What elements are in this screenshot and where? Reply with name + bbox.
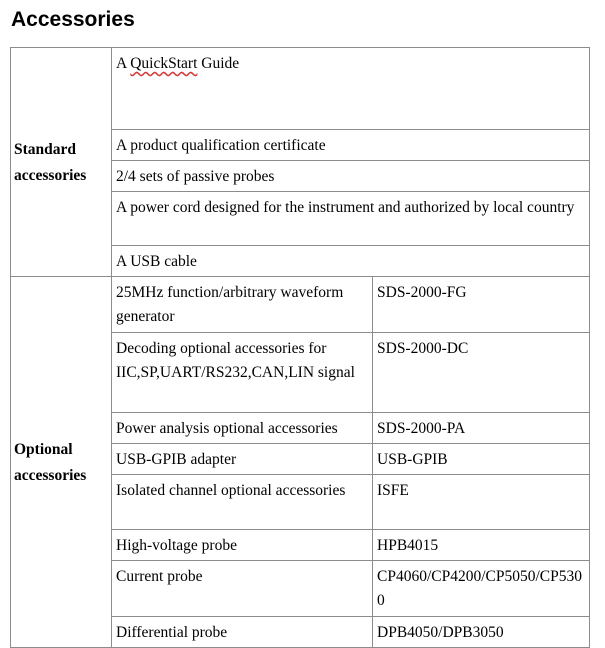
optional-item-model: HPB4015 <box>373 530 590 561</box>
standard-item: 2/4 sets of passive probes <box>112 161 590 192</box>
spellcheck-word: QuickStart <box>130 55 198 72</box>
optional-item-model: SDS-2000-FG <box>373 277 590 333</box>
category-label: accessories <box>14 467 87 484</box>
category-label: accessories <box>14 167 87 184</box>
table-row <box>11 48 590 130</box>
optional-item-model: USB-GPIB <box>373 444 590 475</box>
optional-item-name: Differential probe <box>112 617 373 648</box>
standard-accessories-category <box>11 48 112 277</box>
optional-item-name: USB-GPIB adapter <box>112 444 373 475</box>
optional-item-model: SDS-2000-PA <box>373 413 590 444</box>
optional-item-model: CP4060/CP4200/CP5050/CP5300 <box>373 561 590 617</box>
page-title: Accessories <box>11 8 135 31</box>
optional-accessories-category <box>11 277 112 648</box>
optional-item-name: Power analysis optional accessories <box>112 413 373 444</box>
category-label: Optional <box>14 441 73 458</box>
table-row <box>11 277 590 333</box>
optional-item-name: Decoding optional accessories for IIC,SP,UART/RS232,CAN,LIN signal <box>112 333 373 413</box>
optional-item-model: DPB4050/DPB3050 <box>373 617 590 648</box>
standard-item: A power cord designed for the instrument and authorized by local country <box>112 192 590 246</box>
optional-item-model: SDS-2000-DC <box>373 333 590 413</box>
optional-item-name: 25MHz function/arbitrary waveform generator <box>112 277 373 333</box>
standard-item: A QuickStart Guide <box>112 48 590 130</box>
optional-item-model: ISFE <box>373 475 590 530</box>
category-label: Standard <box>14 141 77 158</box>
accessories-table <box>10 47 590 648</box>
optional-item-name: High-voltage probe <box>112 530 373 561</box>
optional-item-name: Isolated channel optional accessories <box>112 475 373 530</box>
optional-item-name: Current probe <box>112 561 373 617</box>
standard-item: A USB cable <box>112 246 590 277</box>
standard-item: A product qualification certificate <box>112 130 590 161</box>
